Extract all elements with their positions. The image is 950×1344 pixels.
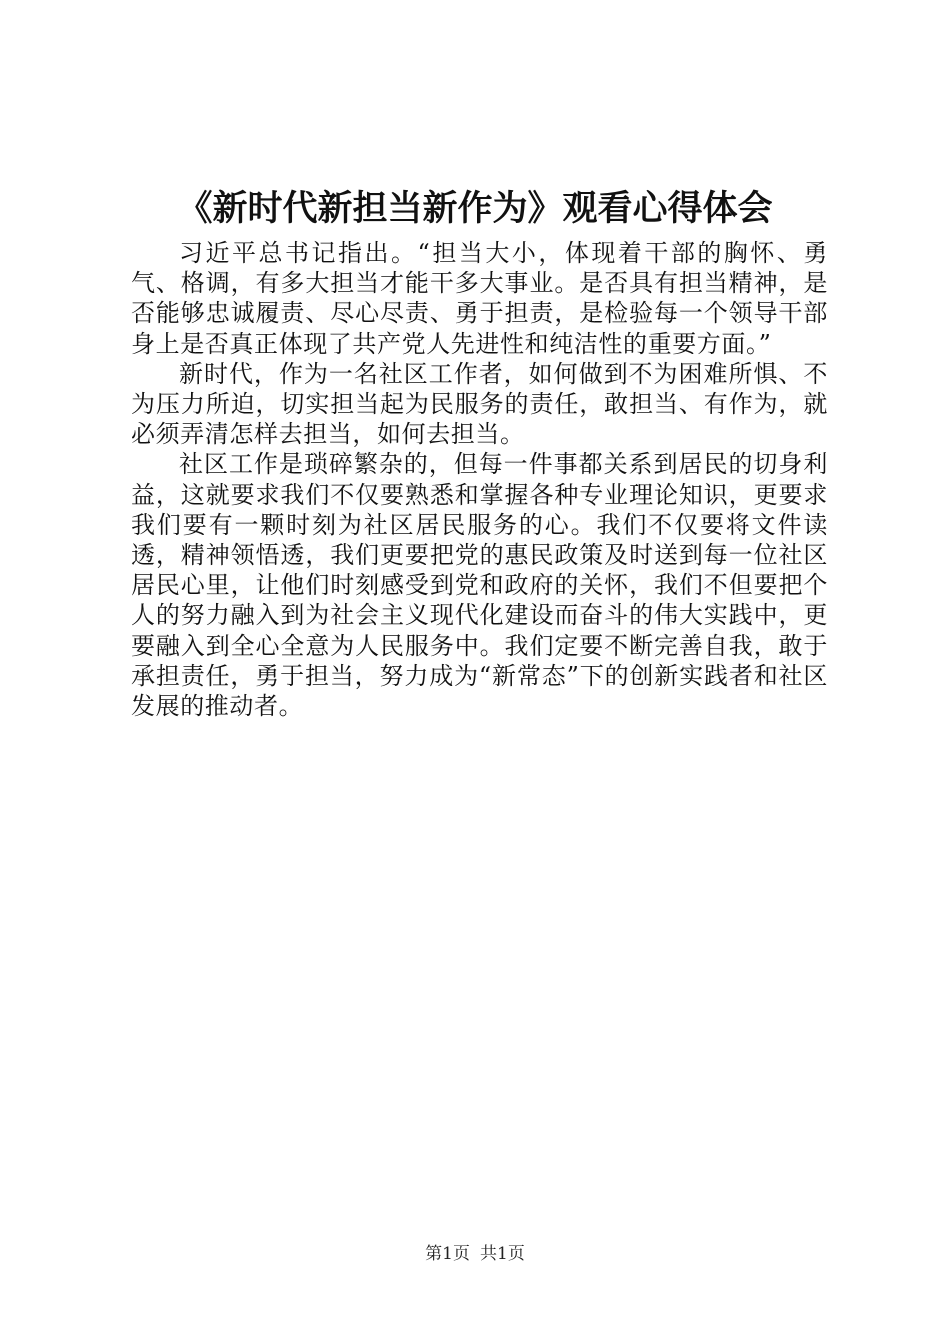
page-total: 共1页 [480, 1244, 525, 1264]
paragraph-1: 习近平总书记指出。“担当大小，体现着干部的胸怀、勇气、格调，有多大担当才能干多大事业。是否具有担当精神，是否能够忠诚履责、尽心尽责、勇于担责，是检验每一个领导干部身上是否真正体现了共产党人先进性和纯洁性的重要方面。” [131, 239, 828, 358]
page-footer [0, 1243, 950, 1265]
document-body [131, 238, 828, 721]
paragraph-3: 社区工作是琐碎繁杂的，但每一件事都关系到居民的切身利益，这就要求我们不仅要熟悉和掌握各种专业理论知识，更要求我们要有一颗时刻为社区居民服务的心。我们不仅要将文件读透，精神领悟透，我们更要把党的惠民政策及时送到每一位社区居民心里，让他们时刻感受到党和政府的关怀，我们不但要把个人的努力融入到为社会主义现代化建设而奋斗的伟大实践中，更要融入到全心全意为人民服务中。我们定要不断完善自我，敢于承担责任，勇于担当，努力成为“新常态”下的创新实践者和社区发展的推动者。 [131, 450, 828, 721]
page-number: 第1页 [425, 1244, 470, 1264]
paragraph-2: 新时代，作为一名社区工作者，如何做到不为困难所惧、不为压力所迫，切实担当起为民服务的责任，敢担当、有作为，就必须弄清怎样去担当，如何去担当。 [131, 359, 828, 449]
document-title: 《新时代新担当新作为》观看心得体会 [177, 188, 773, 229]
